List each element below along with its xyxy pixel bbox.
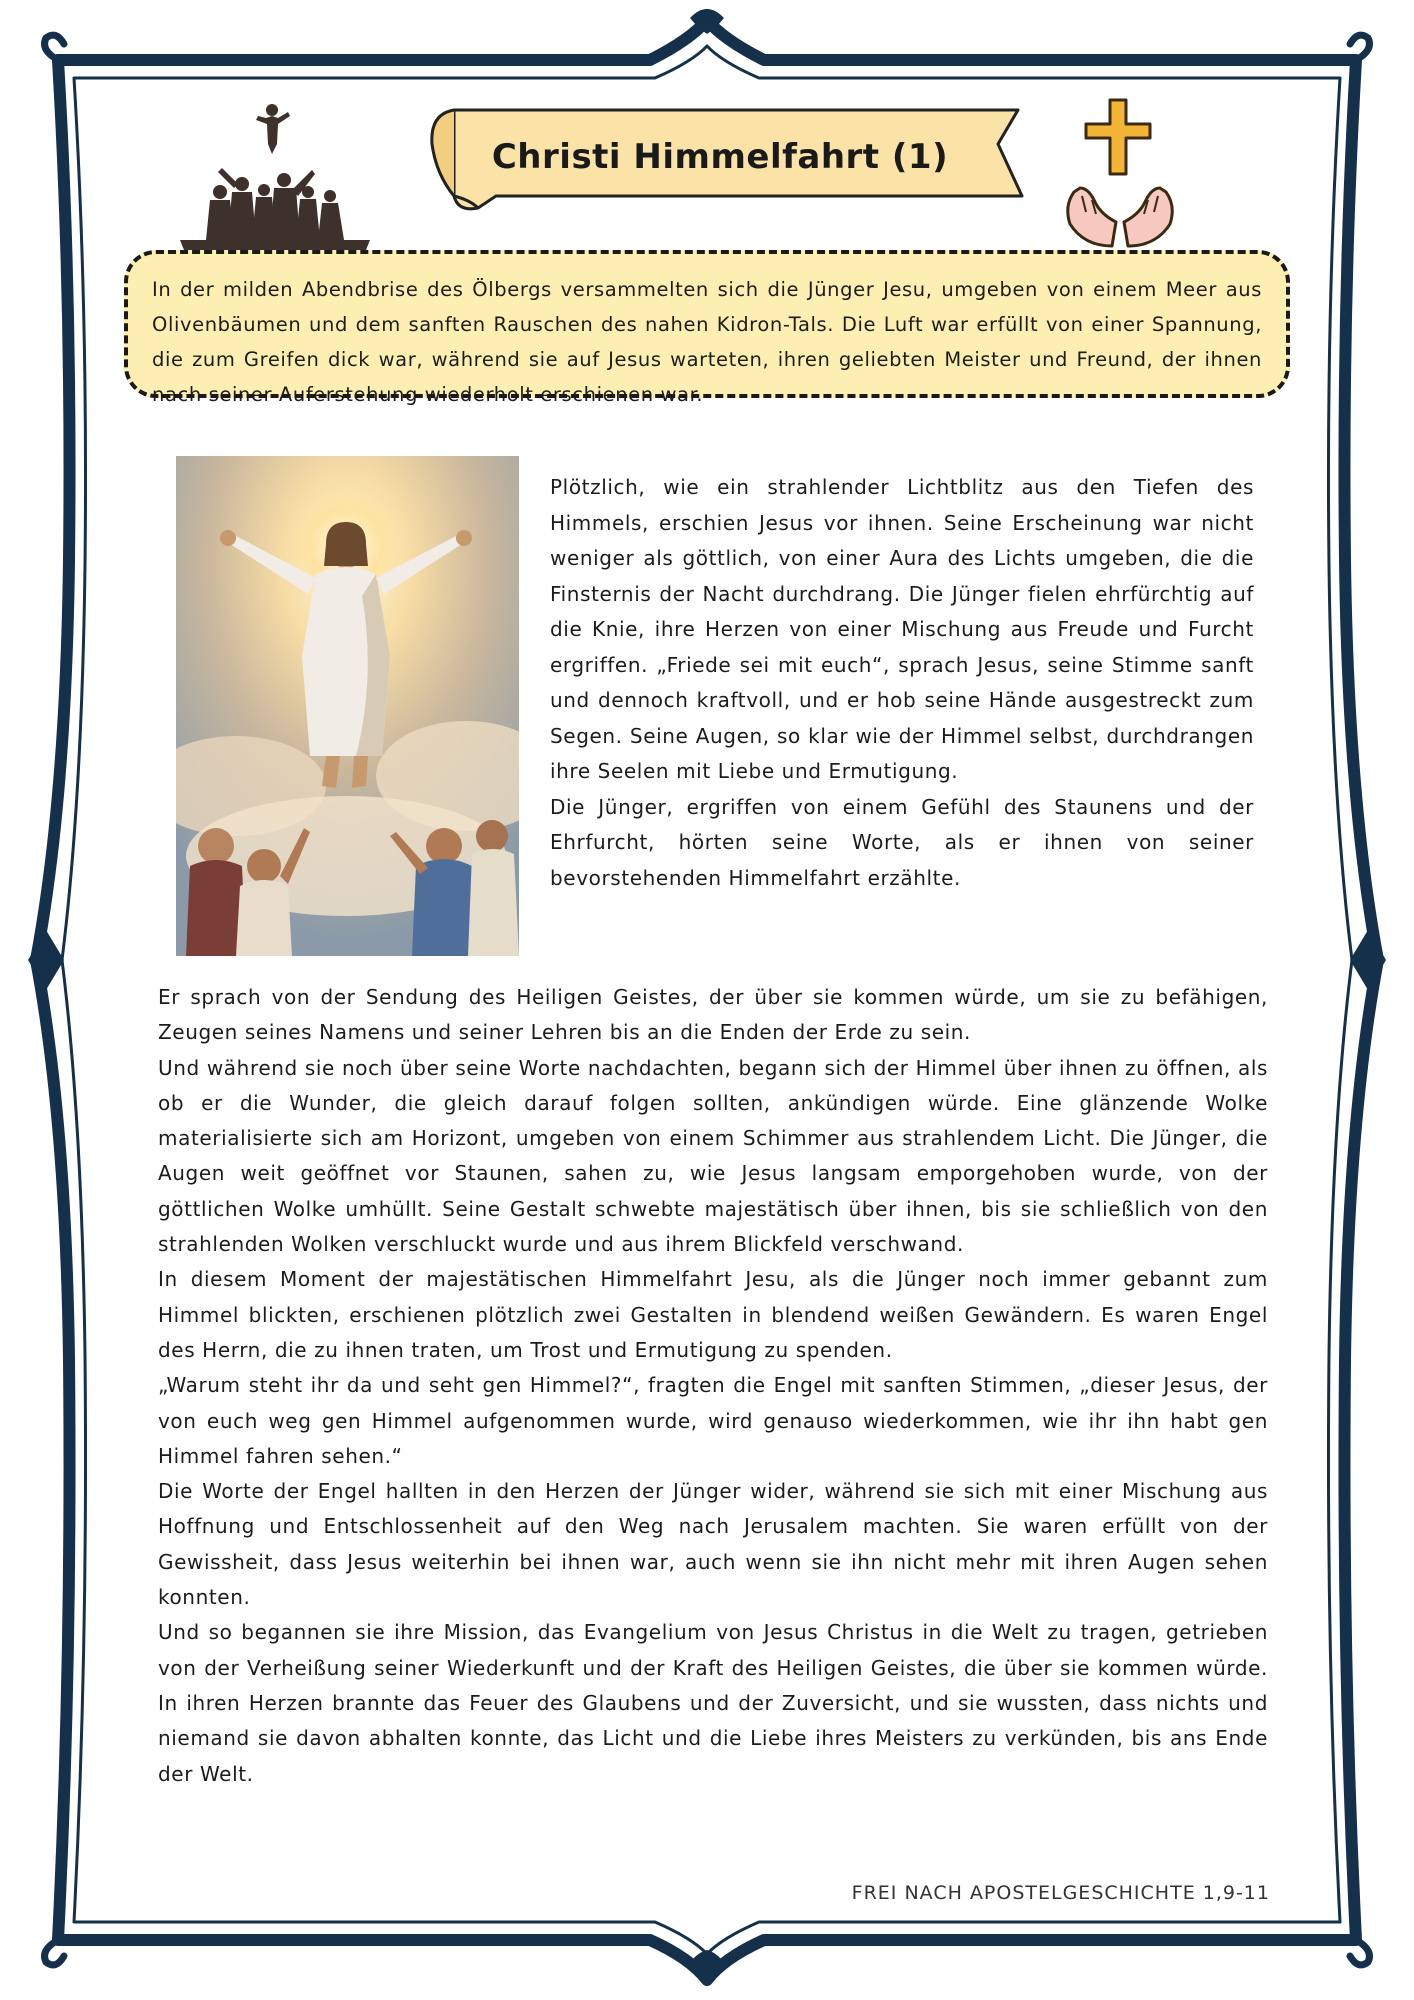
main-paragraph: Und so begannen sie ihre Mission, das Evangelium von Jesus Christus in die Welt zu tragen, getrieben von der Verheißung seiner Wiederkunft und der Kraft des Heiligen Geistes, die über sie kommen würde. In ihren Herzen brannte das Feuer des Glaubens und der Zuversicht, und sie wussten, dass nichts und niemand sie davon abhalten konnte, das Licht und die Liebe ihres Meisters zu verkünden, bis ans Ende der Welt. [158, 1620, 1268, 1786]
ascension-silhouette-icon [180, 100, 370, 250]
ascension-painting [176, 456, 519, 956]
side-text [550, 470, 1254, 896]
intro-box [124, 250, 1290, 406]
source-citation: FREI NACH APOSTELGESCHICHTE 1,9-11 [851, 1882, 1270, 1904]
main-paragraph: Die Worte der Engel hallten in den Herzen der Jünger wider, während sie sich mit einer Mischung aus Hoffnung und Entschlossenheit auf den Weg nach Jerusalem machten. Sie waren erfüllt von der Gewissheit, dass Jesus weiterhin bei ihnen war, auch wenn sie ihn nicht mehr mit ihren Augen sehen konnten. [158, 1479, 1268, 1610]
main-paragraph: In diesem Moment der majestätischen Himmelfahrt Jesu, als die Jünger noch immer gebannt zum Himmel blickten, erschienen plötzlich zwei Gestalten in blendend weißen Gewändern. Es waren Engel des Herrn, die zu ihnen traten, um Trost und Ermutigung zu spenden. [158, 1267, 1268, 1362]
side-paragraph: Plötzlich, wie ein strahlender Lichtblitz aus den Tiefen des Himmels, erschien Jesus vor ihnen. Seine Erscheinung war nicht weniger als göttlich, von einer Aura des Lichts umgeben, die die Finsternis der Nacht durchdrang. Die Jünger fielen ehrfürchtig auf die Knie, ihre Herzen von einer Mischung aus Freude und Furcht ergriffen. „Friede sei mit euch“, sprach Jesus, seine Stimme sanft und dennoch kraftvoll, und er hob seine Hände ausgestreckt zum Segen. Seine Augen, so klar wie der Himmel selbst, durchdrangen ihre Seelen mit Liebe und Ermutigung. [550, 475, 1254, 783]
main-text [158, 980, 1268, 1792]
page-title: Christi Himmelfahrt (1) [491, 137, 949, 177]
intro-paragraph: In der milden Abendbrise des Ölbergs versammelten sich die Jünger Jesu, umgeben von einem Meer aus Olivenbäumen und dem sanften Rauschen des nahen Kidron-Tals. Die Luft war erfüllt von einer Spannung, die zum Greifen dick war, während sie auf Jesus warteten, ihren geliebten Meister und Freund, der ihnen nach seiner Auferstehung wiederholt erschienen war. [152, 278, 1262, 406]
main-paragraph: „Warum steht ihr da und seht gen Himmel?“, fragten die Engel mit sanften Stimmen, „dieser Jesus, der von euch weg gen Himmel aufgenommen wurde, wird genauso wiederkommen, wie ihr ihn habt gen Himmel fahren sehen.“ [158, 1373, 1268, 1468]
side-paragraph: Die Jünger, ergriffen von einem Gefühl des Staunens und der Ehrfurcht, hörten seine Worte, als er ihnen von seiner bevorstehenden Himmelfahrt erzählte. [550, 794, 1254, 890]
main-paragraph: Er sprach von der Sendung des Heiligen Geistes, der über sie kommen würde, um sie zu befähigen, Zeugen seines Namens und seiner Lehren bis an die Enden der Erde zu sein. [158, 985, 1268, 1045]
cross-with-praying-hands-icon [1060, 96, 1180, 251]
main-paragraph: Und während sie noch über seine Worte nachdachten, begann sich der Himmel über ihnen zu öffnen, als ob er die Wunder, die gleich darauf folgen sollten, ankündigen würde. Eine glänzende Wolke materialisierte sich am Horizont, umgeben von einem Schimmer aus strahlendem Licht. Die Jünger, die Augen weit geöffnet vor Staunen, sahen zu, wie Jesus langsam emporgehoben wurde, von der göttlichen Wolke umhüllt. Seine Gestalt schwebte majestätisch über ihnen, bis sie schließlich von den strahlenden Wolken verschluckt wurde und aus ihrem Blickfeld verschwand. [158, 1055, 1268, 1257]
